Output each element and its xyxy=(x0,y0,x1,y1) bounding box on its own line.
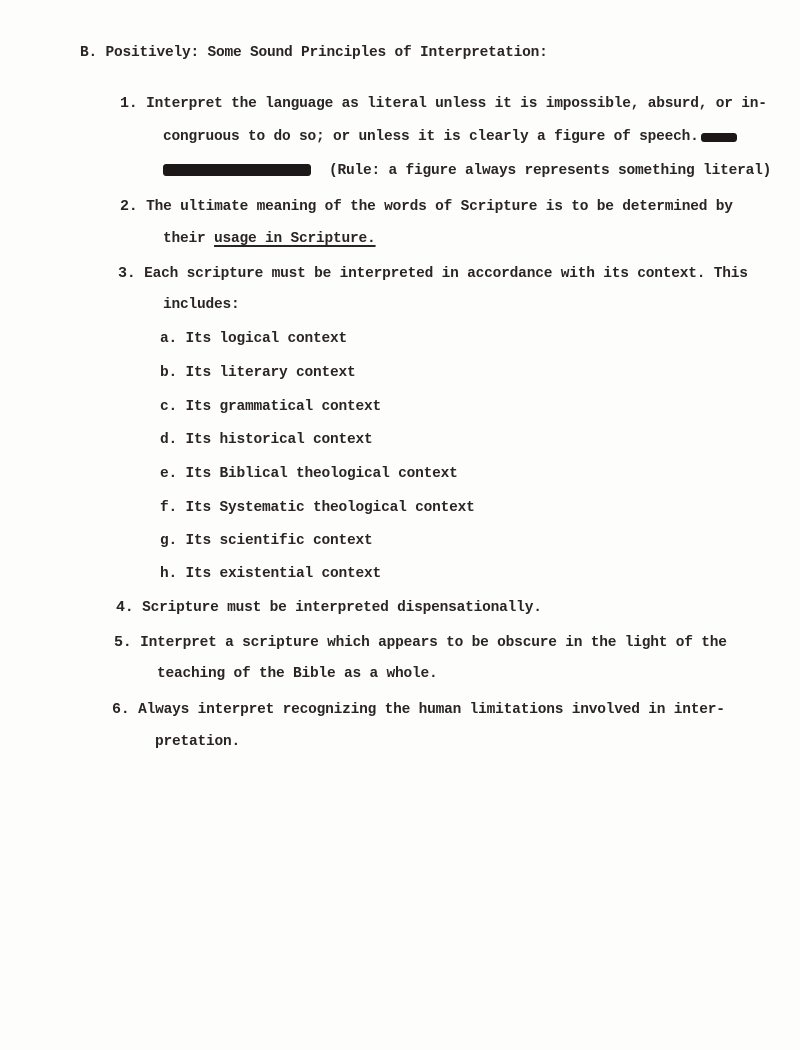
subitem: h. Its existential context xyxy=(160,566,382,582)
item-number: 5. xyxy=(114,634,132,651)
item-1-line-2: congruous to do so; or unless it is clearly a figure of speech. xyxy=(163,129,699,145)
item-4 xyxy=(116,599,542,616)
redaction-mark xyxy=(163,164,311,176)
item-2-line-2: their xyxy=(163,231,206,247)
item-2 xyxy=(120,198,733,215)
item-1-line-1: Interpret the language as literal unless it is impossible, absurd, or in- xyxy=(146,96,767,112)
item-3-continuation: includes: xyxy=(163,297,240,313)
subitem: b. Its literary context xyxy=(160,365,356,381)
subitem: g. Its scientific context xyxy=(160,533,373,549)
item-5 xyxy=(114,634,727,651)
subitem: d. Its historical context xyxy=(160,432,373,448)
item-3 xyxy=(118,265,748,282)
subitem: e. Its Biblical theological context xyxy=(160,466,458,482)
item-number: 6. xyxy=(112,701,130,718)
item-2-continuation xyxy=(163,231,376,247)
item-6-line-1: Always interpret recognizing the human limitations involved in inter- xyxy=(138,702,725,718)
underlined-phrase: usage in Scripture. xyxy=(214,231,376,247)
item-1-rule xyxy=(163,163,771,179)
item-3-line-1: Each scripture must be interpreted in accordance with its context. This xyxy=(144,266,748,282)
section-heading: B. Positively: Some Sound Principles of Interpretation: xyxy=(80,45,548,61)
item-number: 1. xyxy=(120,95,138,112)
subitem: f. Its Systematic theological context xyxy=(160,500,475,516)
item-number: 2. xyxy=(120,198,138,215)
item-number: 4. xyxy=(116,599,134,616)
item-2-line-1: The ultimate meaning of the words of Scripture is to be determined by xyxy=(146,199,733,215)
subitem: a. Its logical context xyxy=(160,331,348,347)
item-6 xyxy=(112,701,725,718)
item-5-line-1: Interpret a scripture which appears to be obscure in the light of the xyxy=(140,635,727,651)
item-number: 3. xyxy=(118,265,136,282)
item-6-continuation: pretation. xyxy=(155,734,241,750)
item-4-line-1: Scripture must be interpreted dispensationally. xyxy=(142,600,542,616)
redaction-mark xyxy=(701,133,737,142)
item-1-continuation xyxy=(163,129,737,145)
item-5-continuation: teaching of the Bible as a whole. xyxy=(157,666,438,682)
item-1 xyxy=(120,95,767,112)
item-1-line-3: (Rule: a figure always represents something literal) xyxy=(329,163,772,179)
subitem: c. Its grammatical context xyxy=(160,399,382,415)
